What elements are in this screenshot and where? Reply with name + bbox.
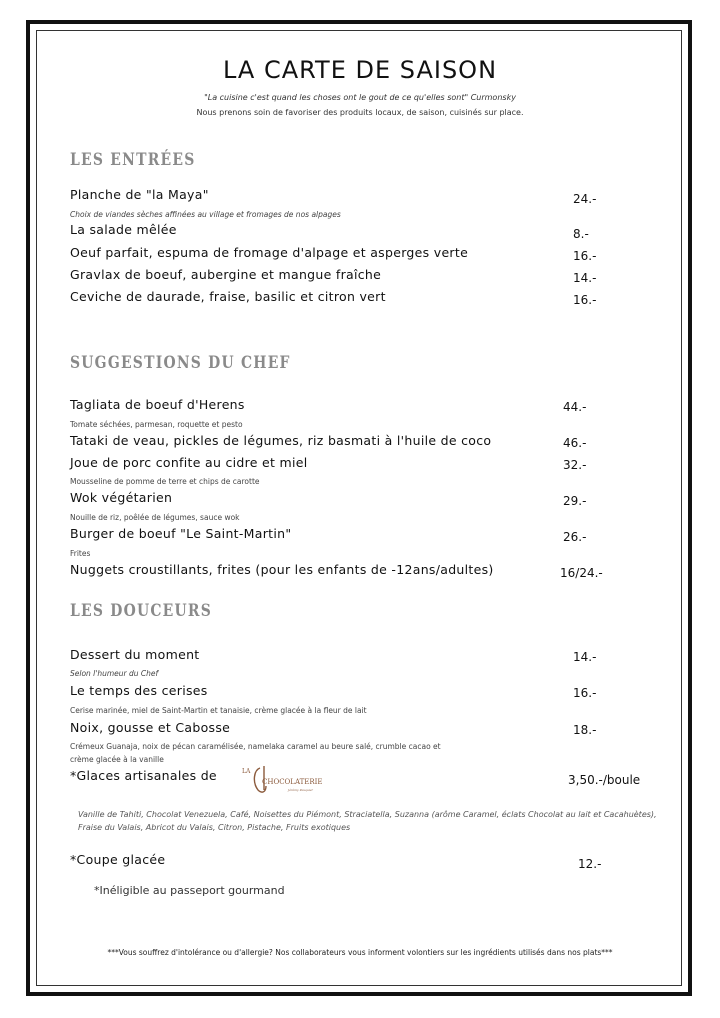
dish-name: Le temps des cerises: [70, 683, 208, 698]
dish-name: Dessert du moment: [70, 647, 200, 662]
allergy-notice: ***Vous souffrez d'intolérance ou d'allergie? Nos collaborateurs vous informent volontiers sur les ingrédients utilisés dans nos plats***: [107, 948, 613, 957]
dish-name: Wok végétarien: [70, 490, 173, 505]
section-heading-douceurs: LES DOUCEURS: [70, 601, 213, 621]
dish-description: Mousseline de pomme de terre et chips de carotte: [70, 477, 260, 486]
dish-description: Nouille de riz, poêlée de légumes, sauce wok: [70, 513, 240, 522]
dish-name: Gravlax de boeuf, aubergine et mangue fraîche: [70, 267, 382, 282]
dish-price: 14.-: [573, 271, 597, 285]
dish-price: 3,50.-/boule: [568, 773, 641, 787]
chocolaterie-logo: [240, 760, 340, 800]
logo-text: CHOCOLATERIE: [262, 778, 323, 786]
menu-quote: "La cuisine c'est quand les choses ont le gout de ce qu'elles sont" Curmonsky: [204, 93, 516, 102]
dish-price: 16.-: [573, 293, 597, 307]
menu-title: LA CARTE DE SAISON: [222, 56, 498, 84]
dish-name: Joue de porc confite au cidre et miel: [70, 455, 308, 470]
dish-price: 26.-: [563, 530, 587, 544]
dish-price: 12.-: [578, 857, 602, 871]
dish-price: 8.-: [573, 227, 589, 241]
dish-name: *Coupe glacée: [70, 852, 166, 867]
section-heading-suggestions: SUGGESTIONS DU CHEF: [70, 353, 291, 373]
dish-price: 16/24.-: [560, 566, 603, 580]
dish-price: 29.-: [563, 494, 587, 508]
menu-intro: Nous prenons soin de favoriser des produits locaux, de saison, cuisinés sur place.: [196, 108, 524, 117]
ice-cream-flavours: Vanille de Tahiti, Chocolat Venezuela, Café, Noisettes du Piémont, Straciatella, Suzanna (arôme Caramel, éclats Chocolat au lait et Cacahuètes), Fraise du Valais, Abricot du Valais, Citron, Pistache, Fruits exotiques: [78, 810, 657, 832]
dish-name: La salade mêlée: [70, 222, 177, 237]
dish-description: Frites: [70, 549, 91, 558]
dish-price: 32.-: [563, 458, 587, 472]
dish-name: Tagliata de boeuf d'Herens: [70, 397, 245, 412]
section-heading-entrees: LES ENTRÉES: [70, 150, 196, 170]
dish-description: crème glacée à la vanille: [70, 755, 164, 764]
dish-description: Choix de viandes sèches affinées au village et fromages de nos alpages: [70, 210, 341, 219]
logo-sub: Jérémy Pasquier: [288, 788, 313, 792]
dish-description: Crémeux Guanaja, noix de pécan caramélisée, namelaka caramel au beure salé, crumble cacao et: [70, 742, 441, 751]
dish-name: Ceviche de daurade, fraise, basilic et citron vert: [70, 289, 386, 304]
dish-name: *Glaces artisanales de: [70, 768, 217, 783]
dish-price: 14.-: [573, 650, 597, 664]
dish-name: Noix, gousse et Cabosse: [70, 720, 231, 735]
dish-price: 18.-: [573, 723, 597, 737]
dish-price: 46.-: [563, 436, 587, 450]
dish-price: 16.-: [573, 686, 597, 700]
dish-price: 44.-: [563, 400, 587, 414]
dish-name: Planche de "la Maya": [70, 187, 209, 202]
dish-name: Burger de boeuf "Le Saint-Martin": [70, 526, 292, 541]
passport-note: *Inéligible au passeport gourmand: [94, 884, 285, 897]
dish-price: 24.-: [573, 192, 597, 206]
dish-name: Tataki de veau, pickles de légumes, riz basmati à l'huile de coco: [70, 433, 492, 448]
dish-description: Cerise marinée, miel de Saint-Martin et tanaisie, crème glacée à la fleur de lait: [70, 706, 367, 715]
dish-description: Selon l'humeur du Chef: [70, 669, 159, 678]
dish-description: Tomate séchées, parmesan, roquette et pesto: [70, 420, 243, 429]
inner-border: [36, 30, 682, 986]
dish-name: Oeuf parfait, espuma de fromage d'alpage et asperges verte: [70, 245, 469, 260]
dish-name: Nuggets croustillants, frites (pour les enfants de -12ans/adultes): [70, 562, 494, 577]
dish-price: 16.-: [573, 249, 597, 263]
logo-la: LA: [242, 768, 251, 775]
